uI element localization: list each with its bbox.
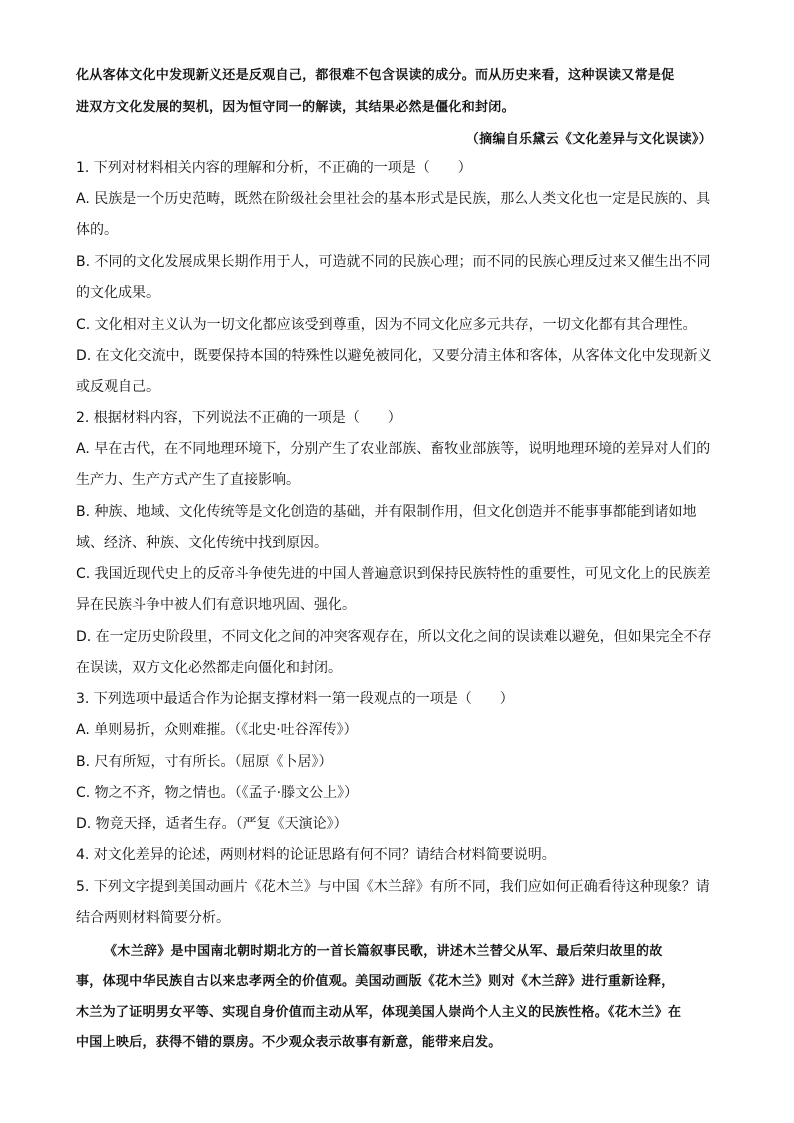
q2-option-b-cont: 域、经济、种族、文化传统中找到原因。 (76, 535, 328, 551)
q5-passage-line-4: 中国上映后，获得不错的票房。不少观众表示故事有新意，能带来启发。 (76, 1035, 502, 1050)
q5-stem: 5. 下列文字提到美国动画片《花木兰》与中国《木兰辞》有所不同，我们应如何正确看待这种现象？请 (76, 879, 710, 895)
intro-line-2: 进双方文化发展的契机，因为恒守同一的解读，其结果必然是僵化和封闭。 (76, 100, 515, 115)
q5-passage-line-1: 《木兰辞》是中国南北朝时期北方的一首长篇叙事民歌，讲述木兰替父从军、最后荣归故里的故 (104, 944, 663, 959)
q2-stem: 2. 根据材料内容，下列说法不正确的一项是（ ） (76, 410, 402, 426)
q2-option-c: C. 我国近现代史上的反帝斗争使先进的中国人普遍意识到保持民族特性的重要性，可见文化上的民族差 (76, 566, 711, 582)
q2-option-d: D. 在一定历史阶段里，不同文化之间的冲突客观存在，所以文化之间的误读难以避免，但如果完全不存 (76, 629, 712, 645)
q5-passage-line-3: 木兰为了证明男女平等、实现自身价值而主动从军，体现美国人崇尚个人主义的民族性格。《花木兰》在 (76, 1005, 682, 1020)
q2-option-c-cont: 异在民族斗争中被人们有意识地巩固、强化。 (76, 597, 356, 613)
q5-stem-cont: 结合两则材料简要分析。 (76, 910, 230, 926)
q4-stem: 4. 对文化差异的论述，两则材料的论证思路有何不同？请结合材料简要说明。 (76, 847, 556, 863)
q5-passage-line-2: 事，体现中华民族自古以来忠孝两全的价值观。美国动画版《花木兰》则对《木兰辞》进行重新诠释， (76, 974, 675, 989)
q3-option-c: C. 物之不齐，物之情也。（《孟子·滕文公上》） (76, 785, 359, 801)
q1-option-c: C. 文化相对主义认为一切文化都应该受到尊重，因为不同文化应多元共存，一切文化都有其合理性。 (76, 317, 697, 333)
intro-line-1: 化从客体文化中发现新义还是反观自己，都很难不包含误读的成分。而从历史来看，这种误读又常是促 (76, 68, 675, 83)
q3-option-a: A. 单则易折，众则难摧。（《北史·吐谷浑传》） (76, 722, 358, 738)
q3-option-b: B. 尺有所短，寸有所长。（屈原《卜居》） (76, 754, 333, 770)
q1-option-d-cont: 或反观自己。 (76, 379, 160, 395)
q1-option-b-cont: 的文化成果。 (76, 285, 160, 301)
q2-option-b: B. 种族、地域、文化传统等是文化创造的基础，并有限制作用，但文化创造并不能事事都能到诸如地 (76, 504, 697, 520)
q2-option-d-cont: 在误读，双方文化必然都走向僵化和封闭。 (76, 660, 342, 676)
q1-option-a: A. 民族是一个历史范畴，既然在阶级社会里社会的基本形式是民族，那么人类文化也一定是民族的、具 (76, 191, 711, 207)
q1-option-b: B. 不同的文化发展成果长期作用于人，可造就不同的民族心理；而不同的民族心理反过来又催生出不同 (76, 254, 711, 270)
q3-option-d: D. 物竞天择，适者生存。（严复《天演论》） (76, 816, 348, 832)
source-citation: （摘编自乐黛云《文化差异与文化误读》） (465, 132, 712, 147)
q1-option-d: D. 在文化交流中，既要保持本国的特殊性以避免被同化，又要分清主体和客体，从客体文化中发现新义 (76, 348, 712, 364)
q3-stem: 3. 下列选项中最适合作为论据支撑材料一第一段观点的一项是（ ） (76, 691, 514, 707)
q1-stem: 1. 下列对材料相关内容的理解和分析，不正确的一项是（ ） (76, 160, 472, 176)
q2-option-a: A. 早在古代，在不同地理环境下，分别产生了农业部族、畜牧业部族等，说明地理环境的差异对人们的 (76, 441, 711, 457)
q1-option-a-cont: 体的。 (76, 222, 118, 238)
q2-option-a-cont: 生产力、生产方式产生了直接影响。 (76, 472, 300, 488)
